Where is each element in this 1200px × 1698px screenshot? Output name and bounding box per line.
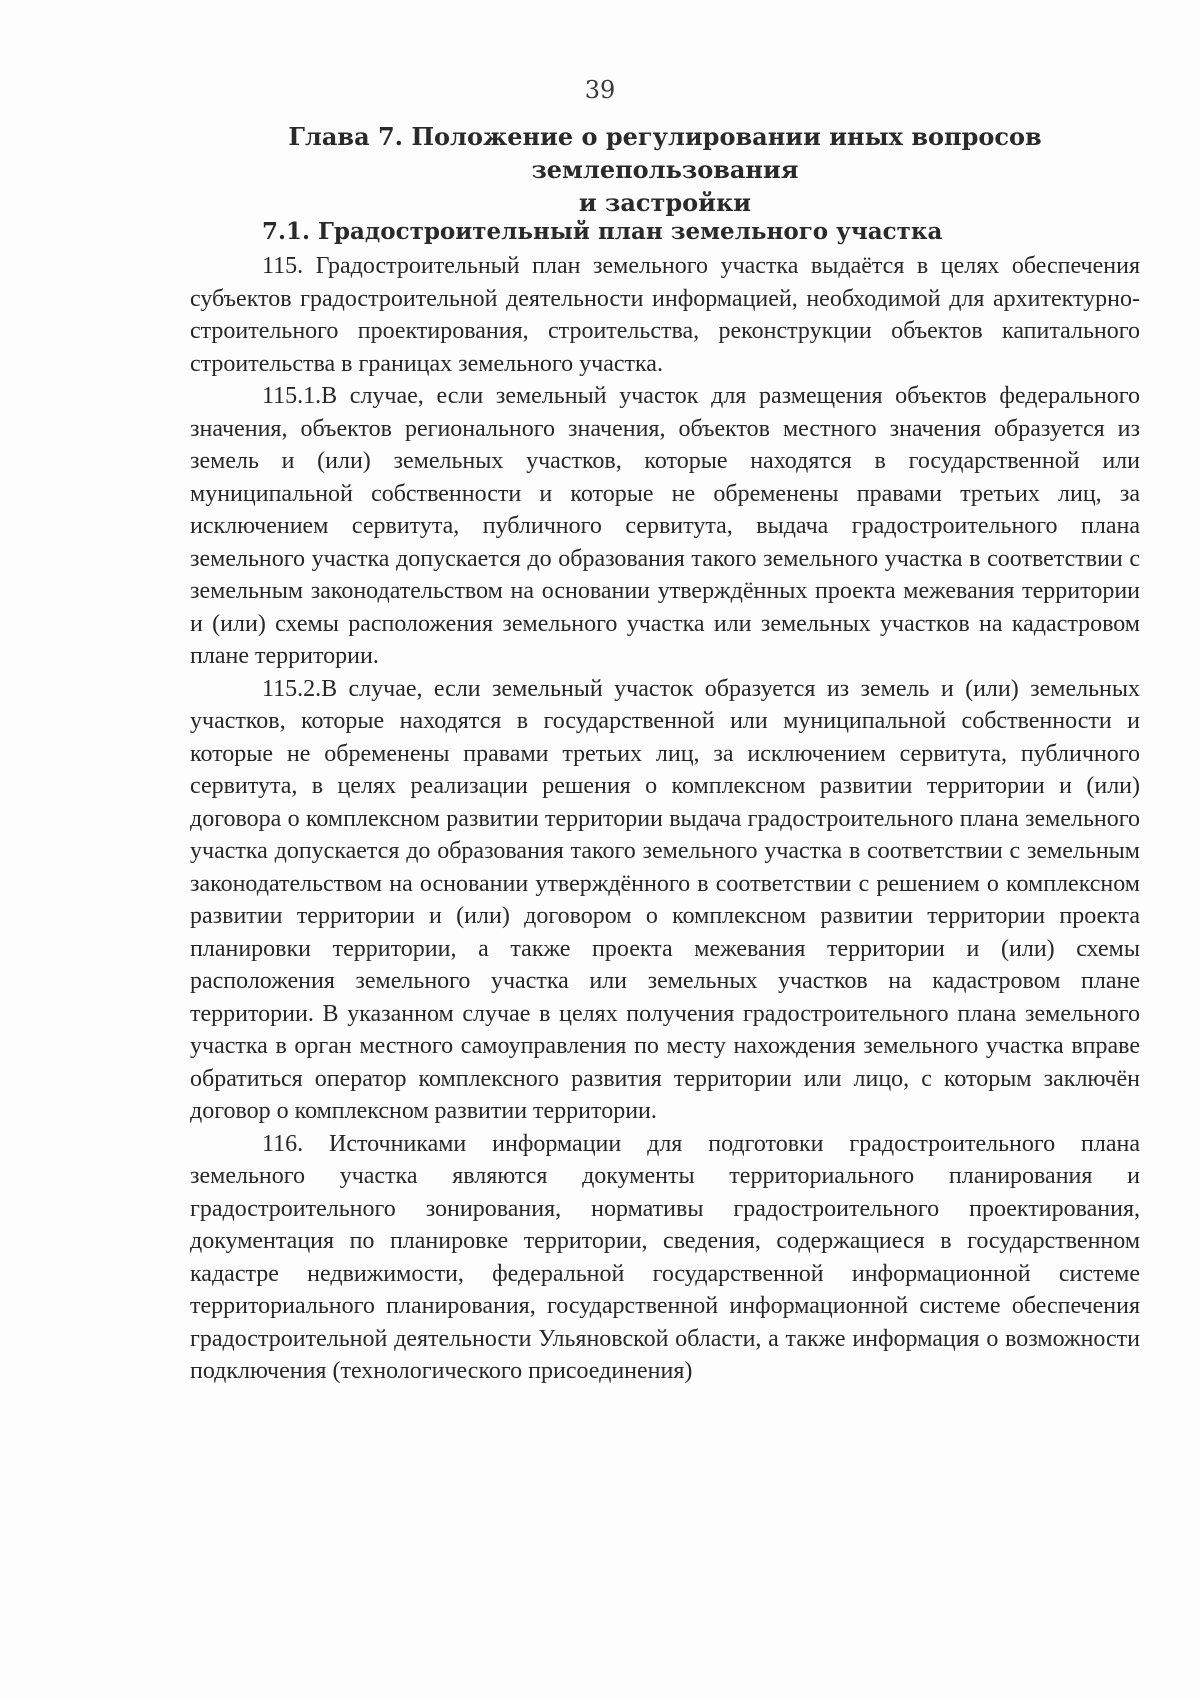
chapter-title [190, 120, 1140, 219]
body-text [190, 250, 1140, 1388]
chapter-title-line-2: и застройки [578, 188, 752, 217]
page-number: 39 [584, 76, 616, 104]
section-title: 7.1. Градостроительный план земельного участка [262, 218, 943, 245]
paragraph-116: 116. Источниками информации для подготовки градостроительного плана земельного участка являются документы территориального планирования и градостроительного зонирования, нормативы градостроительного проектирования, документация по планировке территории, сведения, содержащиеся в государственном кадастре недвижимости, федеральной государственной информационной системе территориального планирования, государственной информационной системе обеспечения градостроительной деятельности Ульяновской области, а также информация о возможности подключения (технологического присоединения) [190, 1130, 1140, 1384]
chapter-title-line-1: Глава 7. Положение о регулировании иных вопросов землепользования [288, 122, 1042, 184]
paragraph-115-1: 115.1.В случае, если земельный участок для размещения объектов федерального значения, объектов регионального значения, объектов местного значения образуется из земель и (или) земельных участков, которые находятся в государственной или муниципальной собственности и которые не обременены правами третьих лиц, за исключением сервитута, публичного сервитута, выдача градостроительного плана земельного участка допускается до образования такого земельного участка в соответствии с земельным законодательством на основании утверждённых проекта межевания территории и (или) схемы расположения земельного участка или земельных участков на кадастровом плане территории. [190, 383, 1140, 669]
paragraph-115-2: 115.2.В случае, если земельный участок образуется из земель и (или) земельных участков, которые находятся в государственной или муниципальной собственности и которые не обременены правами третьих лиц, за исключением сервитута, публичного сервитута, в целях реализации решения о комплексном развитии территории и (или) договора о комплексном развитии территории выдача градостроительного плана земельного участка допускается до образования такого земельного участка в соответствии с земельным законодательством на основании утверждённого в соответствии с решением о комплексном развитии территории и (или) договором о комплексном развитии территории проекта планировки территории, а также проекта межевания территории и (или) схемы расположения земельного участка или земельных участков на кадастровом плане территории. В указанном случае в целях получения градостроительного плана земельного участка в орган местного самоуправления по месту нахождения земельного участка вправе обратиться оператор комплексного развития территории или лицо, с которым заключён договор о комплексном развитии территории. [190, 675, 1140, 1124]
paragraph-115: 115. Градостроительный план земельного участка выдаётся в целях обеспечения субъектов градостроительной деятельности информацией, необходимой для архитектурно-строительного проектирования, строительства, реконструкции объектов капитального строительства в границах земельного участка. [190, 253, 1140, 377]
